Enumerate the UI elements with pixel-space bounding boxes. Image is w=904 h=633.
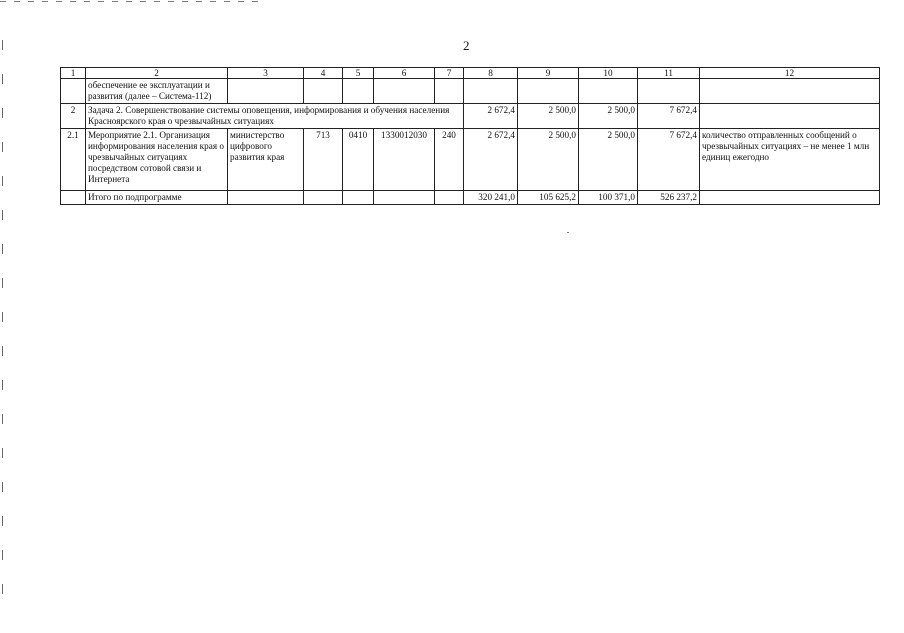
measure-executor: министерство цифрового развития края [228, 129, 304, 191]
continuation-text: обеспечение ее эксплуатации и развития (далее – Система-112) [86, 79, 228, 104]
header-cell: 5 [343, 68, 374, 79]
measure-result: количество отправленных сообщений о чрезвычайных ситуациях – не менее 1 млн единиц ежегодно [700, 129, 880, 191]
measure-value-8: 2 672,4 [464, 129, 518, 191]
total-value-11: 526 237,2 [638, 191, 700, 205]
measure-value-11: 7 672,4 [638, 129, 700, 191]
measure-value-10: 2 500,0 [579, 129, 638, 191]
table-header-row [61, 68, 880, 79]
page-number: 2 [463, 38, 470, 53]
measure-code-4: 713 [304, 129, 343, 191]
header-cell: 8 [464, 68, 518, 79]
measure-code-7: 240 [435, 129, 464, 191]
total-label: Итого по подпрограмме [86, 191, 228, 205]
header-cell: 4 [304, 68, 343, 79]
task-value-11: 7 672,4 [638, 104, 700, 129]
task-number: 2 [61, 104, 86, 129]
total-value-10: 100 371,0 [579, 191, 638, 205]
measure-value-9: 2 500,0 [518, 129, 579, 191]
budget-table [60, 67, 880, 205]
table-row-measure-2-1 [61, 129, 880, 191]
scan-edge-top [0, 1, 260, 2]
header-cell: 11 [638, 68, 700, 79]
total-value-8: 320 241,0 [464, 191, 518, 205]
header-cell: 7 [435, 68, 464, 79]
header-cell: 3 [228, 68, 304, 79]
table-row-continuation [61, 79, 880, 104]
table-row-total [61, 191, 880, 205]
scan-speck [567, 232, 569, 233]
header-cell: 6 [374, 68, 435, 79]
scan-edge-left [2, 40, 3, 600]
header-cell: 12 [700, 68, 880, 79]
task-text: Задача 2. Совершенствование системы оповещения, информирования и обучения населения Красноярского края о чрезвычайных ситуациях [86, 104, 464, 129]
measure-name: Мероприятие 2.1. Организация информирования населения края о чрезвычайных ситуациях посредством сотовой связи и Интернета [86, 129, 228, 191]
task-value-9: 2 500,0 [518, 104, 579, 129]
header-cell: 10 [579, 68, 638, 79]
header-cell: 9 [518, 68, 579, 79]
measure-code-6: 1330012030 [374, 129, 435, 191]
table-row-task-2 [61, 104, 880, 129]
total-value-9: 105 625,2 [518, 191, 579, 205]
header-cell: 2 [86, 68, 228, 79]
measure-number: 2.1 [61, 129, 86, 191]
measure-code-5: 0410 [343, 129, 374, 191]
header-cell: 1 [61, 68, 86, 79]
task-value-10: 2 500,0 [579, 104, 638, 129]
task-value-8: 2 672,4 [464, 104, 518, 129]
